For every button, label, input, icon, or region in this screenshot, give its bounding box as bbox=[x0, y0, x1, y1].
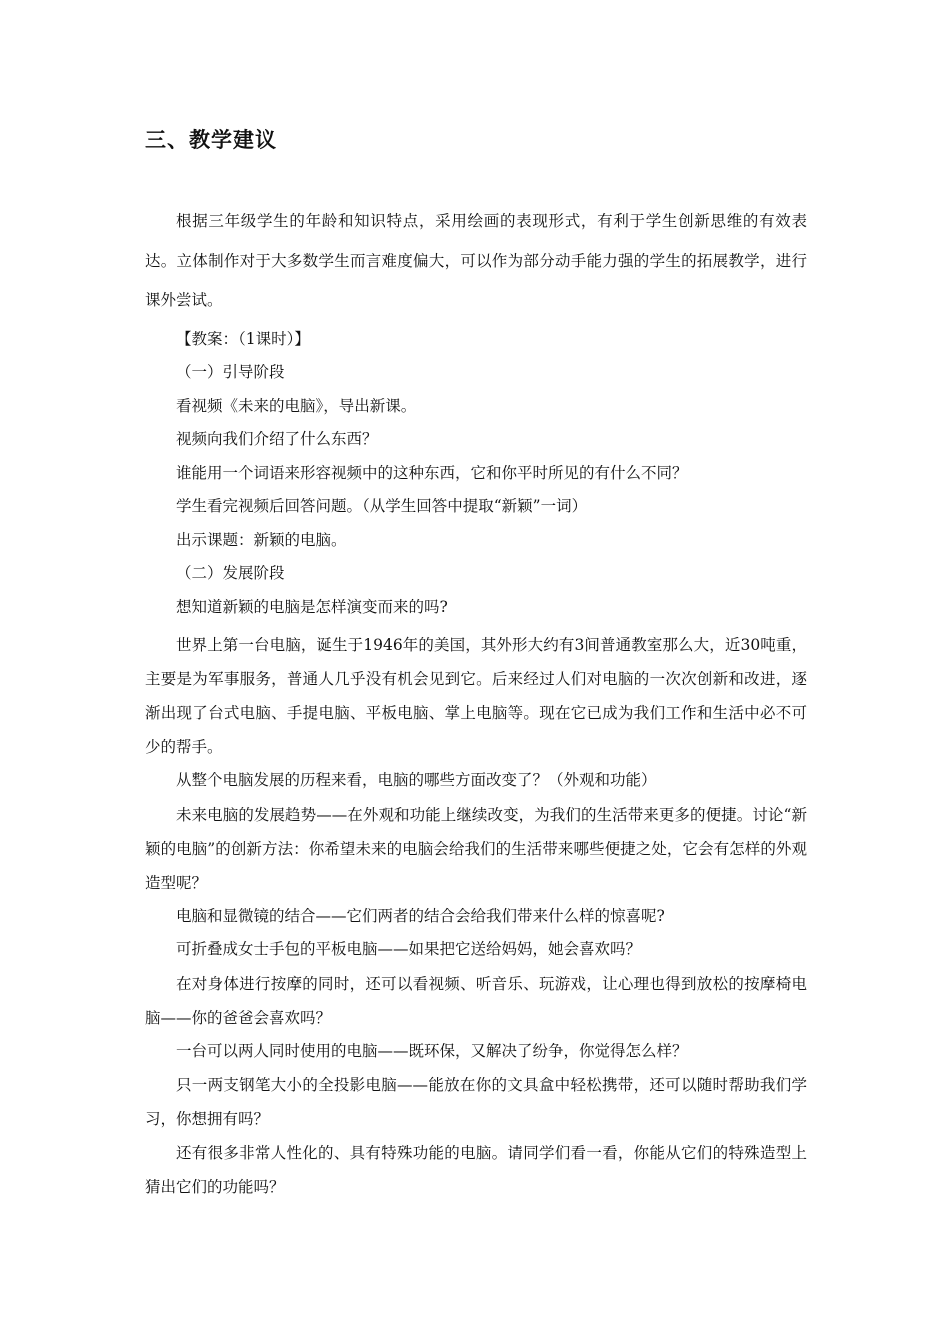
paragraph-special-function: 还有很多非常人性化的、具有特殊功能的电脑。请同学们看一看，你能从它们的特殊造型上猜出它们的功能吗？ bbox=[145, 1144, 807, 1196]
paragraph-dual-user: 一台可以两人同时使用的电脑——既环保，又解决了纷争，你觉得怎么样？ bbox=[176, 1041, 688, 1060]
paragraph-watch-video: 看视频《未来的电脑》，导出新课。 bbox=[176, 396, 417, 415]
paragraph-students-answer: 学生看完视频后回答问题。（从学生回答中提取“新颖”一词） bbox=[176, 497, 588, 515]
paragraph-massage-chair: 在对身体进行按摩的同时，还可以看视频、听音乐、玩游戏，让心理也得到放松的按摩椅电脑——你的爸爸会喜欢吗？ bbox=[145, 974, 807, 1027]
section-heading: 三、教学建议 bbox=[145, 128, 277, 152]
paragraph-what-changed: 从整个电脑发展的历程来看，电脑的哪些方面改变了？（外观和功能） bbox=[176, 771, 657, 789]
document-body bbox=[145, 202, 807, 1204]
paragraph-develop-stage: （二）发展阶段 bbox=[176, 564, 285, 582]
paragraph-question-describe: 谁能用一个词语来形容视频中的这种东西，它和你平时所见的有什么不同？ bbox=[176, 463, 688, 482]
paragraph-guide-stage: （一）引导阶段 bbox=[176, 363, 285, 381]
paragraph-microscope: 电脑和显微镜的结合——它们两者的结合会给我们带来什么样的惊喜呢? bbox=[176, 906, 665, 925]
paragraph-question-what: 视频向我们介绍了什么东西？ bbox=[176, 430, 378, 448]
paragraph-lesson-plan: 【教案：（1课时）】 bbox=[176, 329, 310, 348]
paragraph-projection-pen: 只一两支钢笔大小的全投影电脑——能放在你的文具盒中轻松携带，还可以随时帮助我们学习，你想拥有吗？ bbox=[145, 1076, 807, 1128]
paragraph-show-topic: 出示课题：新颖的电脑。 bbox=[176, 530, 347, 549]
paragraph-intro: 根据三年级学生的年龄和知识特点，采用绘画的表现形式，有利于学生创新思维的有效表达。立体制作对于大多数学生而言难度偏大，可以作为部分动手能力强的学生的拓展教学，进行课外尝试。 bbox=[145, 212, 807, 309]
paragraph-foldable-tablet: 可折叠成女士手包的平板电脑——如果把它送给妈妈，她会喜欢吗？ bbox=[176, 940, 642, 958]
paragraph-evolution-question: 想知道新颖的电脑是怎样演变而来的吗? bbox=[176, 597, 448, 616]
paragraph-future-trend: 未来电脑的发展趋势——在外观和功能上继续改变，为我们的生活带来更多的便捷。讨论“新颖的电脑”的创新方法：你希望未来的电脑会给我们的生活带来哪些便捷之处，它会有怎样的外观造型呢？ bbox=[145, 805, 807, 892]
paragraph-first-computer: 世界上第一台电脑，诞生于1946年的美国，其外形大约有3间普通教室那么大，近30吨重，主要是为军事服务，普通人几乎没有机会见到它。后来经过人们对电脑的一次次创新和改进，逐渐出现了台式电脑、手提电脑、平板电脑、掌上电脑等。现在它已成为我们工作和生活中必不可少的帮手。 bbox=[145, 636, 807, 756]
